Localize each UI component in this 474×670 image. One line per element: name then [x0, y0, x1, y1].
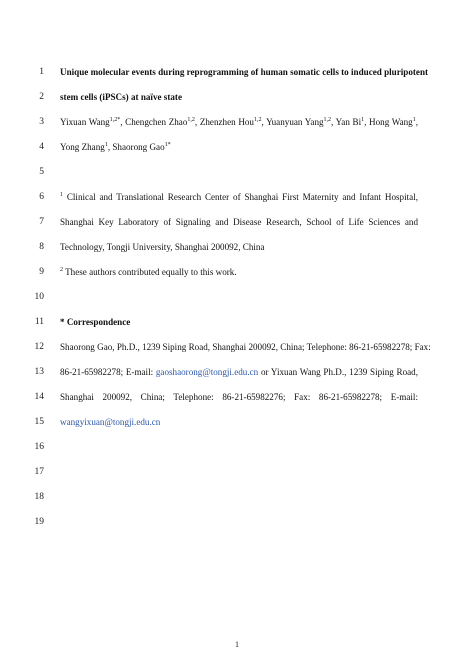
line-number: 5 — [39, 167, 44, 177]
author-name: Shaorong Gao — [112, 142, 165, 152]
line-number: 17 — [34, 467, 44, 477]
affiliation-line-3: Technology, Tongji University, Shanghai 200092, China — [60, 242, 265, 252]
author-name: Chengchen Zhao — [125, 117, 188, 127]
line-15 — [0, 415, 474, 429]
line-number: 3 — [39, 117, 44, 127]
author-name: Yong Zhang — [60, 142, 105, 152]
author-affiliation: 1 — [361, 116, 365, 123]
author-affiliation: 1 — [104, 141, 108, 148]
author-affiliation: 1,2 — [253, 116, 262, 123]
line-18 — [0, 490, 474, 504]
line-number: 7 — [39, 217, 44, 227]
line-number: 12 — [34, 342, 44, 352]
affiliation-line-1 — [60, 190, 418, 204]
line-number: 11 — [34, 317, 44, 327]
author-affiliation: 1,2 — [323, 116, 332, 123]
correspondence-line-1: Shaorong Gao, Ph.D., 1239 Siping Road, Shanghai 200092, China; Telephone: 86-21-65982278; Fax: — [60, 342, 431, 352]
line-16 — [0, 440, 474, 454]
author-list-line-1: Yixuan Wang$^{1,2*}$, Chengchen Zhao$^{1,2}$, Zhenzhen Hou$^{1,2}$, Yuanyuan Yang$^{1,2}$, Yan Bi$^1$, Hong Wang$^1$, — [60, 116, 419, 127]
affiliation-text: Clinical and Translational Research Center of Shanghai First Maternity and Infant Hospital, — [66, 192, 418, 202]
author-list-line-2: Yong Zhang$^1$, Shaorong Gao$^{1*}$ — [60, 141, 171, 152]
line-17 — [0, 465, 474, 479]
line-8 — [0, 240, 474, 254]
line-2 — [0, 90, 474, 104]
line-3 — [0, 115, 474, 129]
author-affiliation: 1 — [412, 116, 416, 123]
affiliation-marker: 1 — [60, 191, 63, 198]
author-name: Yixuan Wang — [60, 117, 110, 127]
affiliation-line-2: Shanghai Key Laboratory of Signaling and Disease Research, School of Life Sciences and — [60, 217, 418, 227]
line-number: 19 — [34, 517, 44, 527]
line-number: 16 — [34, 442, 44, 452]
line-7 — [0, 215, 474, 229]
correspondence-text: or Yixuan Wang Ph.D., 1239 Siping Road, — [260, 367, 418, 377]
author-affiliation: 1,2 — [187, 116, 195, 123]
footnote-marker: 2 — [60, 266, 63, 273]
line-number: 1 — [39, 67, 44, 77]
line-number: 8 — [39, 242, 44, 252]
line-number: 15 — [34, 417, 44, 427]
line-number: 10 — [34, 292, 44, 302]
line-14 — [0, 390, 474, 404]
author-name: Yan Bi — [335, 117, 362, 127]
line-number: 13 — [34, 367, 44, 377]
line-4 — [0, 140, 474, 154]
page-number: 1 — [235, 640, 239, 649]
line-19 — [0, 515, 474, 529]
author-name: Yuanyuan Yang — [266, 117, 324, 127]
line-11 — [0, 315, 474, 329]
line-number: 18 — [34, 492, 44, 502]
line-12 — [0, 340, 474, 354]
line-number: 6 — [39, 192, 44, 202]
line-10 — [0, 290, 474, 304]
line-13 — [0, 365, 474, 379]
line-6 — [0, 190, 474, 204]
email-link-gao[interactable]: gaoshaorong@tongji.edu.cn — [155, 367, 259, 377]
line-number: 14 — [34, 392, 44, 402]
line-number: 4 — [39, 142, 44, 152]
correspondence-heading: * Correspondence — [60, 317, 131, 327]
line-number: 2 — [39, 92, 44, 102]
footnote-text: These authors contributed equally to this work. — [65, 267, 237, 277]
author-affiliation: 1,2* — [109, 116, 121, 123]
line-5 — [0, 165, 474, 179]
correspondence-text: 86-21-65982278; E-mail: — [60, 367, 154, 377]
paper-title-line-2: stem cells (iPSCs) at naïve state — [60, 92, 182, 102]
correspondence-line-2 — [60, 365, 418, 379]
paper-title-line-1: Unique molecular events during reprogramming of human somatic cells to induced pluripotent — [60, 67, 429, 77]
author-name: Hong Wang — [369, 117, 413, 127]
author-affiliation: 1* — [164, 141, 171, 148]
line-1 — [0, 65, 474, 79]
line-9 — [0, 265, 474, 279]
line-number: 9 — [39, 267, 44, 277]
equal-contribution-note — [60, 265, 418, 279]
author-name: Zhenzhen Hou — [199, 117, 254, 127]
correspondence-line-4 — [60, 415, 418, 429]
correspondence-line-3: Shanghai 200092, China; Telephone: 86-21-65982276; Fax: 86-21-65982278; E-mail: — [60, 392, 418, 402]
email-link-wang[interactable]: wangyixuan@tongji.edu.cn — [60, 417, 161, 427]
